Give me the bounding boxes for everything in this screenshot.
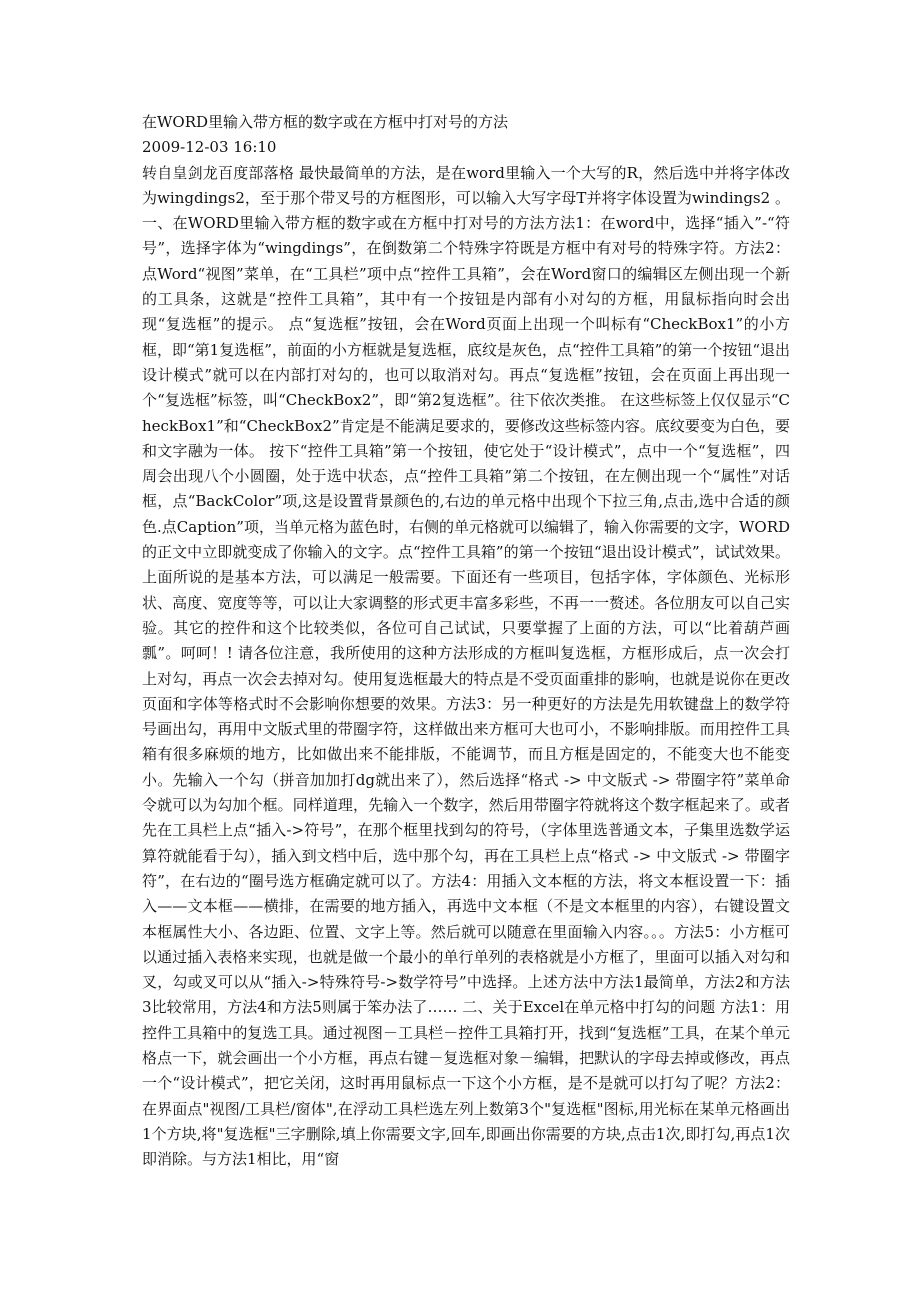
document-title: 在WORD里输入带方框的数字或在方框中打对号的方法	[142, 113, 509, 131]
document-body: 转自皇剑龙百度部落格 最快最简单的方法，是在word里输入一个大写的R，然后选中并将字体改为wingdings2，至于那个带叉号的方框图形，可以输入大写字母T并将字体设置为windings2 。 一、在WORD里输入带方框的数字或在方框中打对号的方法方法1：在word中，选择“插入”-“符号”，选择字体为“wingdings”，在倒数第二个特殊字符既是方框中有对号的特殊字符。方法2：点Word“视图”菜单，在“工具栏”项中点“控件工具箱”，会在Word窗口的编辑区左侧出现一个新的工具条，这就是“控件工具箱”，其中有一个按钮是内部有小对勾的方框，用鼠标指向时会出现“复选框”的提示。 点“复选框”按钮，会在Word页面上出现一个叫标有“CheckBox1”的小方框，即“第1复选框”，前面的小方框就是复选框，底纹是灰色，点“控件工具箱”的第一个按钮“退出设计模式”就可以在内部打对勾的，也可以取消对勾。再点“复选框”按钮，会在页面上再出现一个“复选框”标签，叫“CheckBox2”，即“第2复选框”。往下依次类推。 在这些标签上仅仅显示“CheckBox1”和“CheckBox2”肯定是不能满足要求的，要修改这些标签内容。底纹要变为白色，要和文字融为一体。 按下“控件工具箱”第一个按钮，使它处于“设计模式”，点中一个“复选框”，四周会出现八个小圆圈，处于选中状态，点“控件工具箱”第二个按钮，在左侧出现一个“属性”对话框，点“BackColor”项,这是设置背景颜色的,右边的单元格中出现个下拉三角,点击,选中合适的颜色.点Caption”项，当单元格为蓝色时，右侧的单元格就可以编辑了，输入你需要的文字，WORD的正文中立即就变成了你输入的文字。点“控件工具箱”的第一个按钮“退出设计模式”，试试效果。上面所说的是基本方法，可以满足一般需要。下面还有一些项目，包括字体，字体颜色、光标形状、高度、宽度等等，可以让大家调整的形式更丰富多彩些，不再一一赘述。各位朋友可以自己实验。其它的控件和这个比较类似，各位可自己试试，只要掌握了上面的方法，可以“比着葫芦画瓢”。呵呵！! 请各位注意，我所使用的这种方法形成的方框叫复选框，方框形成后，点一次会打上对勾，再点一次会去掉对勾。使用复选框最大的特点是不受页面重排的影响，也就是说你在更改页面和字体等格式时不会影响你想要的效果。方法3：另一种更好的方法是先用软键盘上的数学符号画出勾，再用中文版式里的带圈字符，这样做出来方框可大也可小，不影响排版。而用控件工具箱有很多麻烦的地方，比如做出来不能排版，不能调节，而且方框是固定的，不能变大也不能变小。先输入一个勾（拼音加加打dg就出来了），然后选择“格式 -> 中文版式 -> 带圈字符”菜单命令就可以为勾加个框。同样道理，先输入一个数字，然后用带圈字符就将这个数字框起来了。或者先在工具栏上点“插入->符号”，在那个框里找到勾的符号，（字体里选普通文本，子集里选数学运算符就能看于勾），插入到文档中后，选中那个勾，再在工具栏上点“格式 -> 中文版式 -> 带圈字符”，在右边的“圈号选方框确定就可以了。方法4：用插入文本框的方法，将文本框设置一下：插入——文本框——横排，在需要的地方插入，再选中文本框（不是文本框里的内容），右键设置文本框属性大小、各边距、位置、文字上等。然后就可以随意在里面输入内容。。。方法5：小方框可以通过插入表格来实现，也就是做一个最小的单行单列的表格就是小方框了，里面可以插入对勾和叉，勾或叉可以从“插入->特殊符号->数学符号”中选择。上述方法中方法1最简单，方法2和方法3比较常用，方法4和方法5则属于笨办法了…… 二、关于Excel在单元格中打勾的问题 方法1：用控件工具箱中的复选工具。通过视图－工具栏－控件工具箱打开，找到“复选框”工具，在某个单元格点一下，就会画出一个小方框，再点右键－复选框对象－编辑，把默认的字母去掉或修改，再点一个“设计模式”，把它关闭，这时再用鼠标点一下这个小方框，是不是就可以打勾了呢？方法2：在界面点"视图/工具栏/窗体",在浮动工具栏选左列上数第3个"复选框"图标,用光标在某单元格画出1个方块,将"复选框"三字删除,填上你需要文字,回车,即画出你需要的方块,点击1次,即打勾,再点1次即消除。与方法1相比，用“窗	[142, 163, 791, 1169]
document-date: 2009-12-03 16:10	[142, 138, 277, 157]
document-page	[142, 110, 790, 1172]
